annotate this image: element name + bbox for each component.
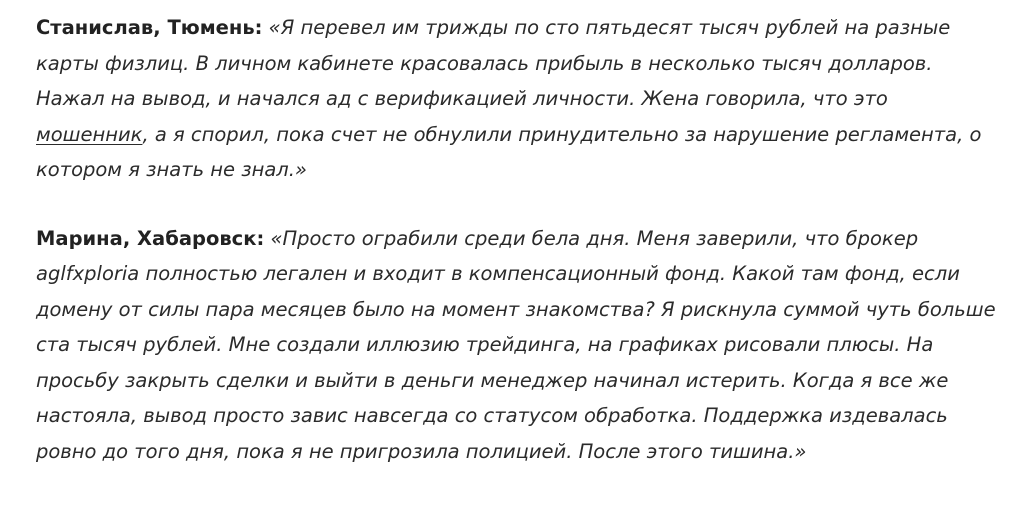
review-paragraph-marina <box>36 221 996 470</box>
review-quote-text: , а я спорил, пока счет не обнулили принудительно за нарушение регламента, о котором я знать не знал.» <box>36 122 982 181</box>
article-body <box>36 10 996 469</box>
review-author: Марина, Хабаровск: <box>36 226 265 250</box>
scammer-link[interactable]: мошенник <box>36 122 143 146</box>
review-quote-text: «Я перевел им трижды по сто пятьдесят тысяч рублей на разные карты физлиц. В личном кабинете красовалась прибыль в несколько тысяч долларов. Нажал на вывод, и начался ад с верификацией личности. Жена говорила, что это <box>36 16 951 110</box>
review-author: Станислав, Тюмень: <box>36 16 263 39</box>
review-quote: «Просто ограбили среди бела дня. Меня заверили, что брокер aglfxploria полностью легален и входит в компенсационный фонд. Какой там фонд, если домену от силы пара месяцев было на момент знакомства? Я рискнула суммой чуть больше ста тысяч рублей. Мне создали иллюзию трейдинга, на графиках рисовали плюсы. На просьбу закрыть сделки и выйти в деньги менеджер начинал истерить. Когда я все же настояла, вывод просто завис навсегда со статусом обработка. Поддержка издевалась ровно до того дня, пока я не пригрозила полицией. После этого тишина.» <box>36 226 996 463</box>
review-paragraph-stanislav <box>36 10 996 188</box>
review-quote <box>36 16 981 181</box>
